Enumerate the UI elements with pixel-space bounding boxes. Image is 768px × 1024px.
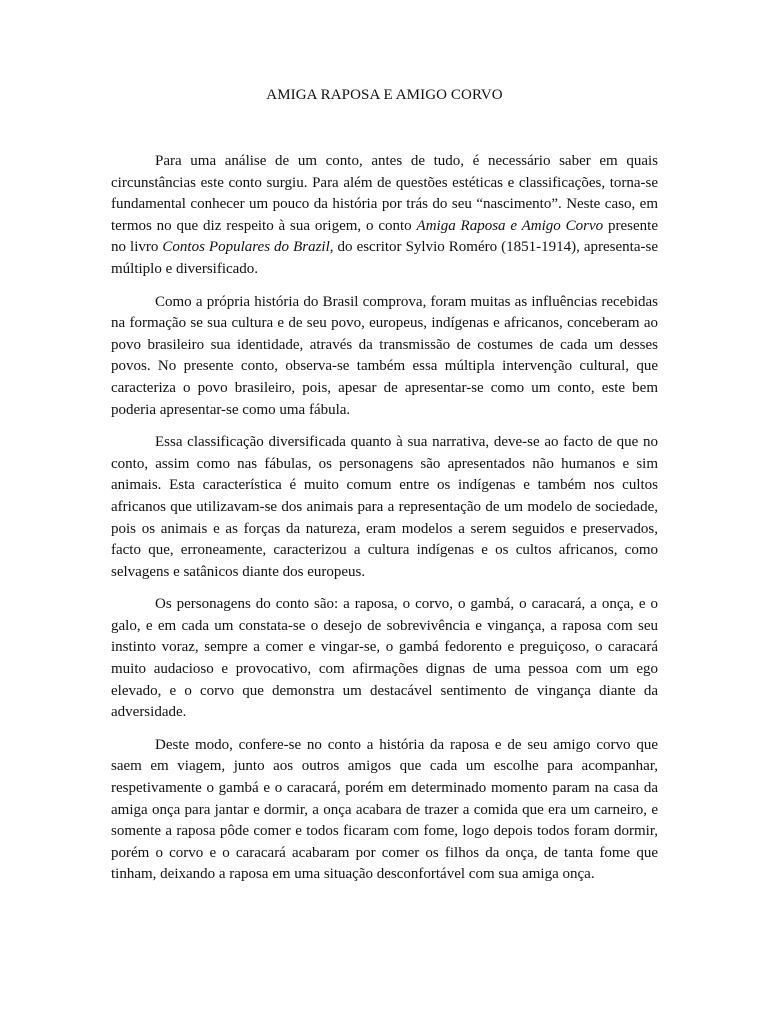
paragraph-2: Como a própria história do Brasil comprova, foram muitas as influências recebidas na formação se sua cultura e de seu povo, europeus, indígenas e africanos, conceberam ao povo brasileiro sua identidade, através da transmissão de costumes de cada um desses povos. No presente conto, observa-se também essa múltipla intervenção cultural, que caracteriza o povo brasileiro, pois, apesar de apresentar-se como um conto, este bem poderia apresentar-se como uma fábula. — [111, 293, 658, 418]
paragraph-3: Essa classificação diversificada quanto à sua narrativa, deve-se ao facto de que no conto, assim como nas fábulas, os personagens são apresentados não humanos e sim animais. Esta característica é muito comum entre os indígenas e também nos cultos africanos que utilizavam-se dos animais para a representação de um modelo de sociedade, pois os animais e as forças da natureza, eram modelos a serem seguidos e preservados, facto que, erroneamente, caracterizou a cultura indígenas e os cultos africanos, como selvagens e satânicos diante dos europeus. — [111, 434, 658, 580]
paragraph-1-book-title: Contos Populares do Brazil — [162, 239, 330, 256]
paragraph-1-text-a: Para uma análise de um conto, antes de tudo, é necessário saber em quais circunstâncias este conto surgiu. Para além de questões estéticas e classificações, torna-se fundamental conhecer um pouco da história por trás do seu “nascimento”. Neste caso, em termos no que diz respeito à sua origem, o conto — [111, 153, 658, 234]
paragraph-1 — [111, 151, 658, 281]
paragraph-1-text-c: presente no livro — [111, 217, 658, 256]
document-title: AMIGA RAPOSA E AMIGO CORVO — [266, 87, 503, 103]
document-body — [111, 151, 658, 897]
paragraph-5: Deste modo, confere-se no conto a história da raposa e de seu amigo corvo que saem em viagem, junto aos outros amigos que cada um escolhe para acompanhar, respetivamente o gambá e o caracará, porém em determinado momento param na casa da amiga onça para jantar e dormir, a onça acabara de trazer a comida que era um carneiro, e somente a raposa pôde comer e todos ficaram com fome, logo depois todos foram dormir, porém o corvo e o caracará acabaram por comer os filhos da onça, de tanta fome que tinham, deixando a raposa em uma situação desconfortável com sua amiga onça. — [111, 736, 658, 883]
paragraph-4: Os personagens do conto são: a raposa, o corvo, o gambá, o caracará, a onça, e o galo, e em cada um constata-se o desejo de sobrevivência e vingança, a raposa com seu instinto voraz, sempre a comer e vingar-se, o gambá fedorento e preguiçoso, o caracará muito audacioso e provocativo, com afirmações dignas de uma pessoa com um ego elevado, e o corvo que demonstra um destacável sentimento de vingança diante da adversidade. — [111, 596, 658, 721]
paragraph-1-text-e: , do escritor Sylvio Roméro (1851-1914), apresenta-se múltiplo e diversificado. — [111, 239, 658, 277]
paragraph-1-work-title: Amiga Raposa e Amigo Corvo — [416, 217, 604, 234]
